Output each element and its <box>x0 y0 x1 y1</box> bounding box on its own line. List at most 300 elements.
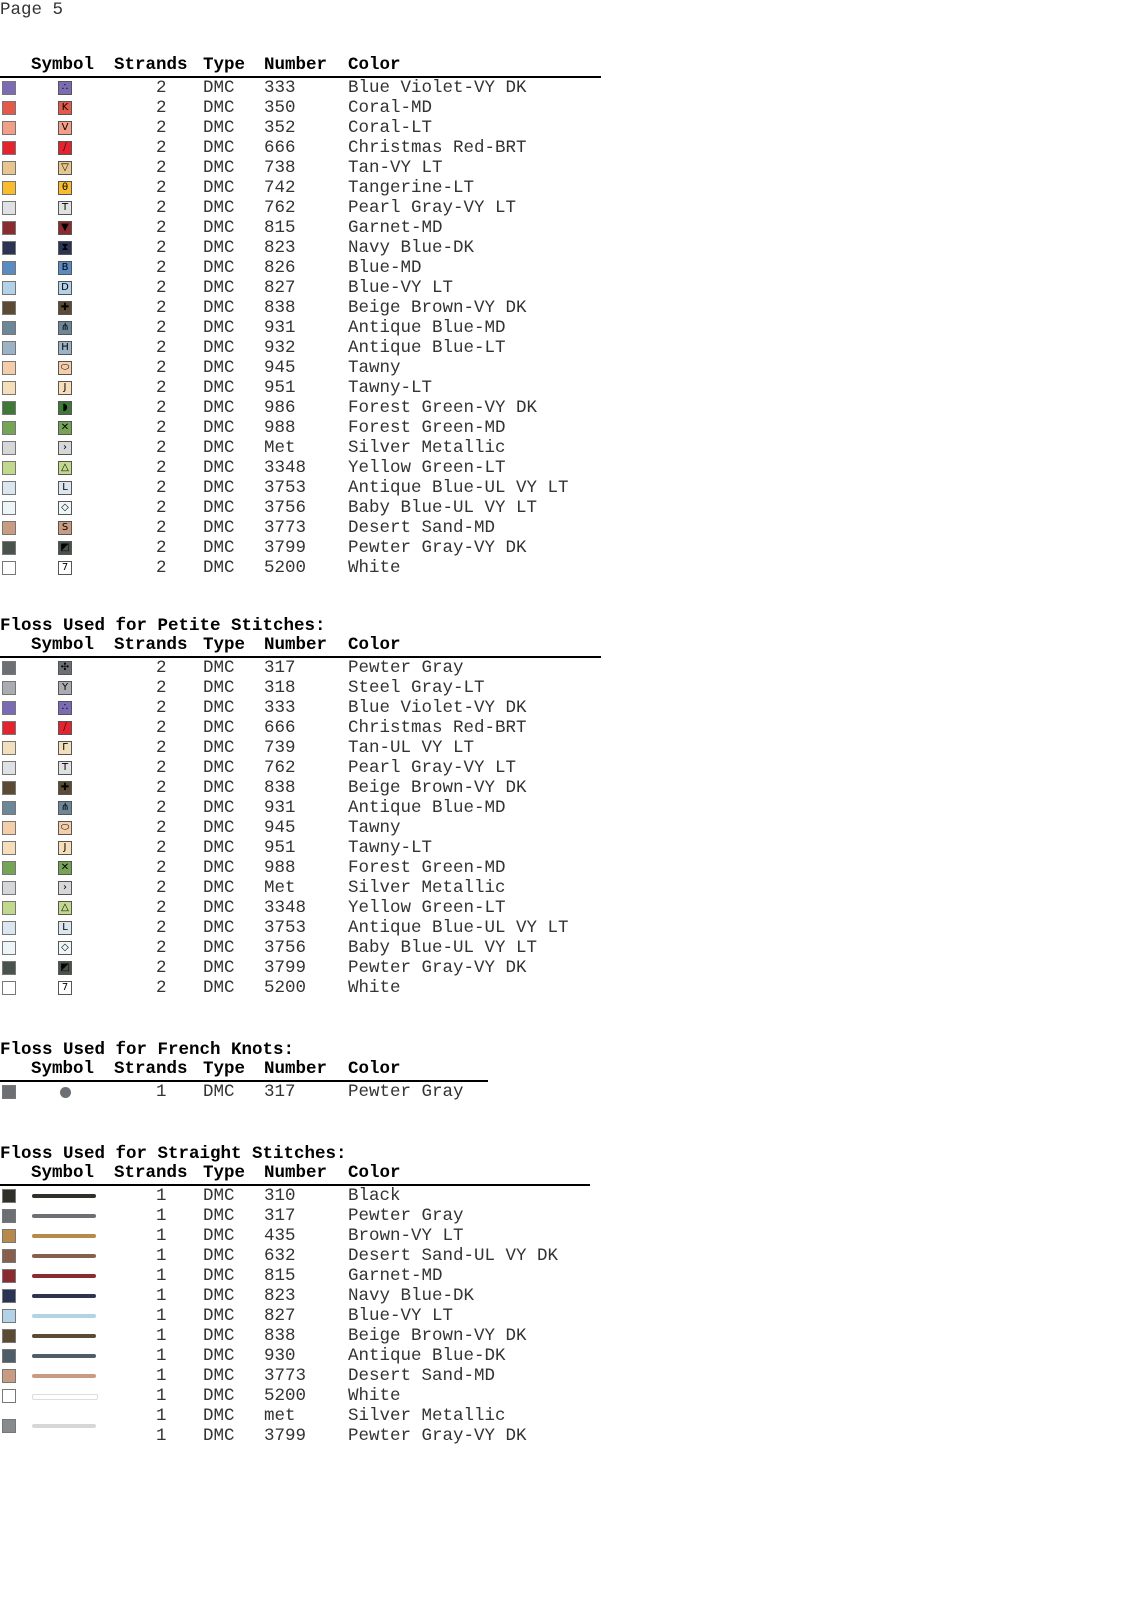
type-cell: DMC <box>203 158 235 178</box>
type-cell: DMC <box>203 278 235 298</box>
strands-cell: 1 <box>156 1326 167 1346</box>
digit-7-symbol: 7 <box>58 981 72 995</box>
color-name-cell: Tawny <box>348 818 401 838</box>
table-row <box>0 418 601 438</box>
number-cell: 317 <box>264 658 296 678</box>
table-row <box>0 218 601 238</box>
color-name-cell: Black <box>348 1186 401 1206</box>
strands-cell: 1 <box>156 1286 167 1306</box>
table-row <box>0 358 601 378</box>
table-header <box>0 56 601 78</box>
letter-l-symbol: L <box>58 921 72 935</box>
color-swatch <box>2 1309 16 1323</box>
table-row <box>0 318 601 338</box>
number-cell: 945 <box>264 358 296 378</box>
table-header <box>0 636 601 658</box>
type-cell: DMC <box>203 858 235 878</box>
type-cell: DMC <box>203 298 235 318</box>
strands-cell: 2 <box>156 878 167 898</box>
color-swatch <box>2 681 16 695</box>
strands-cell: 2 <box>156 118 167 138</box>
color-name-cell: Pewter Gray-VY DK <box>348 958 527 978</box>
number-cell: 333 <box>264 698 296 718</box>
strands-cell: 1 <box>156 1306 167 1326</box>
letter-y-symbol: Y <box>58 681 72 695</box>
color-name-cell: Blue Violet-VY DK <box>348 78 527 98</box>
type-cell: DMC <box>203 438 235 458</box>
number-cell: 742 <box>264 178 296 198</box>
table-row <box>0 538 601 558</box>
number-cell: 3756 <box>264 498 307 518</box>
color-swatch <box>2 201 16 215</box>
color-name-cell: Beige Brown-VY DK <box>348 298 527 318</box>
table-row <box>0 798 601 818</box>
table-row <box>0 438 601 458</box>
table-row <box>0 818 601 838</box>
number-cell: 815 <box>264 218 296 238</box>
color-swatch <box>2 1249 16 1263</box>
strands-cell: 2 <box>156 538 167 558</box>
color-swatch <box>2 701 16 715</box>
color-name-cell: Desert Sand-UL VY DK <box>348 1246 559 1266</box>
number-cell: 826 <box>264 258 296 278</box>
table-row <box>0 1226 590 1246</box>
number-cell: 838 <box>264 298 296 318</box>
color-name-cell: Pewter Gray <box>348 658 464 678</box>
color-header: Color <box>348 1059 401 1079</box>
strands-cell: 2 <box>156 438 167 458</box>
table-row <box>0 1246 590 1266</box>
table-row <box>0 838 601 858</box>
section-title: Floss Used for Petite Stitches: <box>0 616 326 636</box>
type-cell: DMC <box>203 538 235 558</box>
number-cell: 352 <box>264 118 296 138</box>
type-cell: DMC <box>203 418 235 438</box>
number-cell: 3799 <box>264 958 307 978</box>
number-cell: 827 <box>264 1306 296 1326</box>
letter-l-symbol: L <box>58 481 72 495</box>
color-name-cell: Pearl Gray-VY LT <box>348 198 517 218</box>
slash-symbol: ⧸ <box>58 721 72 735</box>
floss-full-stitches-section <box>0 56 601 578</box>
up-triangle-symbol: △ <box>58 461 72 475</box>
strands-cell: 2 <box>156 778 167 798</box>
plus-symbol: ✚ <box>58 781 72 795</box>
color-name-cell: Silver Metallic <box>348 438 506 458</box>
color-name-cell: Blue-VY LT <box>348 1306 454 1326</box>
strands-cell: 2 <box>156 518 167 538</box>
color-swatch <box>2 1389 16 1403</box>
number-cell: 310 <box>264 1186 296 1206</box>
color-name-cell: Baby Blue-UL VY LT <box>348 498 538 518</box>
section-title: Floss Used for French Knots: <box>0 1040 295 1060</box>
strands-cell: 2 <box>156 458 167 478</box>
table-row <box>0 518 601 538</box>
type-cell: DMC <box>203 658 235 678</box>
table-row <box>0 478 601 498</box>
number-cell: 350 <box>264 98 296 118</box>
color-name-cell: Pearl Gray-VY LT <box>348 758 517 778</box>
number-cell: 3773 <box>264 1366 307 1386</box>
strands-cell: 2 <box>156 158 167 178</box>
gamma-symbol: Γ <box>58 741 72 755</box>
table-row <box>0 1206 590 1226</box>
symbol-header: Symbol <box>31 1059 95 1079</box>
type-cell: DMC <box>203 698 235 718</box>
type-cell: DMC <box>203 218 235 238</box>
color-swatch <box>2 721 16 735</box>
table-row <box>0 1306 590 1326</box>
strands-header: Strands <box>114 1163 188 1183</box>
color-swatch <box>2 421 16 435</box>
letter-b-symbol: B <box>58 261 72 275</box>
type-cell: DMC <box>203 318 235 338</box>
digit-7-symbol: 7 <box>58 561 72 575</box>
number-cell: 988 <box>264 858 296 878</box>
letter-v-symbol: V <box>58 121 72 135</box>
color-swatch <box>2 321 16 335</box>
table-row <box>0 1346 590 1366</box>
x-symbol: ✕ <box>58 861 72 875</box>
number-cell: 3348 <box>264 458 307 478</box>
color-swatch <box>2 881 16 895</box>
three-dots-symbol: ∴ <box>58 701 72 715</box>
number-cell: 318 <box>264 678 296 698</box>
number-cell: 951 <box>264 838 296 858</box>
color-swatch <box>2 1269 16 1283</box>
color-swatch <box>2 381 16 395</box>
number-cell: 317 <box>264 1082 296 1102</box>
strands-cell: 2 <box>156 318 167 338</box>
table-row <box>0 138 601 158</box>
strands-cell: 2 <box>156 818 167 838</box>
letter-t-symbol: T <box>58 201 72 215</box>
letter-s-symbol: S <box>58 521 72 535</box>
type-cell: DMC <box>203 1246 235 1266</box>
line-symbol <box>32 1314 96 1318</box>
type-cell: DMC <box>203 258 235 278</box>
strands-cell: 2 <box>156 558 167 578</box>
down-triangle-symbol: ▽ <box>58 161 72 175</box>
table-row <box>0 878 601 898</box>
color-name-cell: Tawny-LT <box>348 838 433 858</box>
table-row <box>0 458 601 478</box>
filled-down-triangle-symbol: ▼ <box>58 221 72 235</box>
color-name-cell: Garnet-MD <box>348 218 443 238</box>
line-symbol <box>32 1334 96 1338</box>
dot-symbol <box>60 1087 71 1098</box>
strands-cell: 2 <box>156 658 167 678</box>
color-name-cell: Antique Blue-LT <box>348 338 506 358</box>
color-swatch <box>2 801 16 815</box>
table-row <box>0 298 601 318</box>
type-cell: DMC <box>203 1226 235 1246</box>
letter-h-symbol: H <box>58 341 72 355</box>
color-swatch <box>2 301 16 315</box>
color-name-cell: Garnet-MD <box>348 1266 443 1286</box>
type-cell: DMC <box>203 718 235 738</box>
number-cell: 823 <box>264 238 296 258</box>
color-swatch <box>2 561 16 575</box>
color-swatch <box>2 101 16 115</box>
number-cell: Met <box>264 438 296 458</box>
table-row <box>0 698 601 718</box>
type-cell: DMC <box>203 478 235 498</box>
type-cell: DMC <box>203 978 235 998</box>
color-swatch <box>2 481 16 495</box>
table-row <box>0 1266 590 1286</box>
type-cell: DMC <box>203 1186 235 1206</box>
type-cell: DMC <box>203 198 235 218</box>
type-header: Type <box>203 1059 246 1079</box>
color-swatch <box>2 281 16 295</box>
number-cell: 5200 <box>264 1386 307 1406</box>
color-name-cell: White <box>348 978 401 998</box>
strands-cell: 2 <box>156 498 167 518</box>
table-row <box>0 938 601 958</box>
number-cell: 986 <box>264 398 296 418</box>
type-cell: DMC <box>203 458 235 478</box>
strands-cell: 2 <box>156 338 167 358</box>
color-swatch <box>2 181 16 195</box>
color-name-cell: Antique Blue-MD <box>348 318 506 338</box>
strands-cell: 1 <box>156 1246 167 1266</box>
color-name-cell: Silver Metallic <box>348 1406 506 1426</box>
type-cell: DMC <box>203 1366 235 1386</box>
color-name-cell: Desert Sand-MD <box>348 518 496 538</box>
strands-cell: 2 <box>156 98 167 118</box>
table-row <box>0 1082 488 1102</box>
table-row <box>0 118 601 138</box>
symbol-header: Symbol <box>31 1163 95 1183</box>
table-row <box>0 498 601 518</box>
number-cell: 3773 <box>264 518 307 538</box>
color-name-cell: Yellow Green-LT <box>348 898 506 918</box>
type-cell: DMC <box>203 138 235 158</box>
line-symbol <box>32 1294 96 1298</box>
type-cell: DMC <box>203 1426 235 1446</box>
table-row <box>0 378 601 398</box>
number-cell: 3753 <box>264 478 307 498</box>
table-row <box>0 338 601 358</box>
type-cell: DMC <box>203 758 235 778</box>
up-triangle-symbol: △ <box>58 901 72 915</box>
strands-cell: 2 <box>156 678 167 698</box>
number-cell: 5200 <box>264 558 307 578</box>
color-swatch <box>2 941 16 955</box>
half-square-symbol: ◩ <box>58 541 72 555</box>
color-swatch <box>2 841 16 855</box>
table-row <box>0 858 601 878</box>
color-name-cell: Blue Violet-VY DK <box>348 698 527 718</box>
number-header: Number <box>264 635 328 655</box>
slash-symbol: ⧸ <box>58 141 72 155</box>
color-swatch <box>2 1349 16 1363</box>
color-name-cell: Tawny-LT <box>348 378 433 398</box>
table-row <box>0 918 601 938</box>
color-swatch <box>2 1085 16 1099</box>
type-header: Type <box>203 1163 246 1183</box>
type-cell: DMC <box>203 378 235 398</box>
color-name-cell: Tan-VY LT <box>348 158 443 178</box>
table-row <box>0 278 601 298</box>
strands-cell: 2 <box>156 218 167 238</box>
number-cell: 3799 <box>264 538 307 558</box>
number-cell: 3756 <box>264 938 307 958</box>
table-row <box>0 738 601 758</box>
color-name-cell: Antique Blue-MD <box>348 798 506 818</box>
strands-cell: 2 <box>156 398 167 418</box>
number-cell: 827 <box>264 278 296 298</box>
color-swatch <box>2 901 16 915</box>
line-symbol <box>32 1214 96 1218</box>
type-cell: DMC <box>203 178 235 198</box>
chevron-symbol: › <box>58 441 72 455</box>
strands-cell: 2 <box>156 298 167 318</box>
table-row <box>0 558 601 578</box>
number-cell: 738 <box>264 158 296 178</box>
number-cell: 666 <box>264 138 296 158</box>
color-swatch <box>2 761 16 775</box>
color-swatch <box>2 541 16 555</box>
number-cell: 3799 <box>264 1426 307 1446</box>
number-cell: 823 <box>264 1286 296 1306</box>
type-cell: DMC <box>203 798 235 818</box>
color-name-cell: Pewter Gray <box>348 1206 464 1226</box>
color-swatch <box>2 501 16 515</box>
type-cell: DMC <box>203 1386 235 1406</box>
table-row <box>0 398 601 418</box>
type-cell: DMC <box>203 878 235 898</box>
floss-straight-stitches-section <box>0 1144 590 1446</box>
table-row <box>0 98 601 118</box>
type-cell: DMC <box>203 918 235 938</box>
type-cell: DMC <box>203 898 235 918</box>
line-symbol <box>32 1194 96 1198</box>
color-name-cell: Tan-UL VY LT <box>348 738 475 758</box>
strands-cell: 2 <box>156 918 167 938</box>
strands-cell: 2 <box>156 718 167 738</box>
pill-symbol: ⬭ <box>58 361 72 375</box>
number-cell: 838 <box>264 1326 296 1346</box>
type-cell: DMC <box>203 1266 235 1286</box>
table-row <box>0 258 601 278</box>
number-cell: 3753 <box>264 918 307 938</box>
color-name-cell: Blue-VY LT <box>348 278 454 298</box>
strands-cell: 2 <box>156 278 167 298</box>
table-row <box>0 758 601 778</box>
color-name-cell: Beige Brown-VY DK <box>348 1326 527 1346</box>
color-swatch <box>2 461 16 475</box>
strands-header: Strands <box>114 635 188 655</box>
color-swatch <box>2 441 16 455</box>
strands-cell: 2 <box>156 898 167 918</box>
color-swatch <box>2 1369 16 1383</box>
type-cell: DMC <box>203 818 235 838</box>
hourglass-symbol: ⧗ <box>58 241 72 255</box>
type-cell: DMC <box>203 558 235 578</box>
color-swatch <box>2 1209 16 1223</box>
letter-j-symbol: J <box>58 381 72 395</box>
type-cell: DMC <box>203 838 235 858</box>
letter-d-symbol: D <box>58 281 72 295</box>
table-row <box>0 658 601 678</box>
four-club-symbol: ✣ <box>58 661 72 675</box>
type-cell: DMC <box>203 1286 235 1306</box>
type-cell: DMC <box>203 1306 235 1326</box>
color-swatch <box>2 1289 16 1303</box>
strands-cell: 1 <box>156 1426 167 1446</box>
table-row <box>0 1326 590 1346</box>
type-cell: DMC <box>203 1206 235 1226</box>
color-swatch <box>2 361 16 375</box>
number-cell: 632 <box>264 1246 296 1266</box>
color-name-cell: Tawny <box>348 358 401 378</box>
symbol-header: Symbol <box>31 635 95 655</box>
number-header: Number <box>264 1059 328 1079</box>
type-cell: DMC <box>203 338 235 358</box>
type-cell: DMC <box>203 1326 235 1346</box>
color-name-cell: Brown-VY LT <box>348 1226 464 1246</box>
type-cell: DMC <box>203 938 235 958</box>
number-cell: met <box>264 1406 296 1426</box>
number-cell: 666 <box>264 718 296 738</box>
number-cell: 435 <box>264 1226 296 1246</box>
table-row <box>0 678 601 698</box>
strands-cell: 1 <box>156 1226 167 1246</box>
table-row <box>0 718 601 738</box>
strands-cell: 2 <box>156 478 167 498</box>
strands-cell: 2 <box>156 378 167 398</box>
line-symbol <box>32 1374 96 1378</box>
strands-header: Strands <box>114 55 188 75</box>
letter-t-symbol: T <box>58 761 72 775</box>
color-name-cell: Antique Blue-UL VY LT <box>348 918 569 938</box>
color-name-cell: Forest Green-MD <box>348 858 506 878</box>
type-cell: DMC <box>203 398 235 418</box>
number-cell: 931 <box>264 798 296 818</box>
number-cell: 932 <box>264 338 296 358</box>
strands-cell: 1 <box>156 1366 167 1386</box>
table-row <box>0 778 601 798</box>
line-symbol <box>32 1354 96 1358</box>
strands-cell: 2 <box>156 178 167 198</box>
number-cell: 762 <box>264 198 296 218</box>
color-name-cell: Coral-LT <box>348 118 433 138</box>
number-cell: 930 <box>264 1346 296 1366</box>
color-swatch <box>2 1189 16 1203</box>
strands-cell: 2 <box>156 238 167 258</box>
line-symbol <box>32 1274 96 1278</box>
pitchfork-symbol: ⋔ <box>58 801 72 815</box>
type-header: Type <box>203 635 246 655</box>
line-symbol <box>32 1234 96 1238</box>
color-header: Color <box>348 55 401 75</box>
number-cell: 951 <box>264 378 296 398</box>
table-row <box>0 1286 590 1306</box>
strands-cell: 2 <box>156 198 167 218</box>
color-name-cell: Tangerine-LT <box>348 178 475 198</box>
color-swatch <box>2 341 16 355</box>
number-header: Number <box>264 55 328 75</box>
number-cell: 815 <box>264 1266 296 1286</box>
type-cell: DMC <box>203 498 235 518</box>
table-row <box>0 178 601 198</box>
number-cell: 317 <box>264 1206 296 1226</box>
color-swatch <box>2 81 16 95</box>
line-symbol <box>32 1254 96 1258</box>
strands-cell: 2 <box>156 838 167 858</box>
